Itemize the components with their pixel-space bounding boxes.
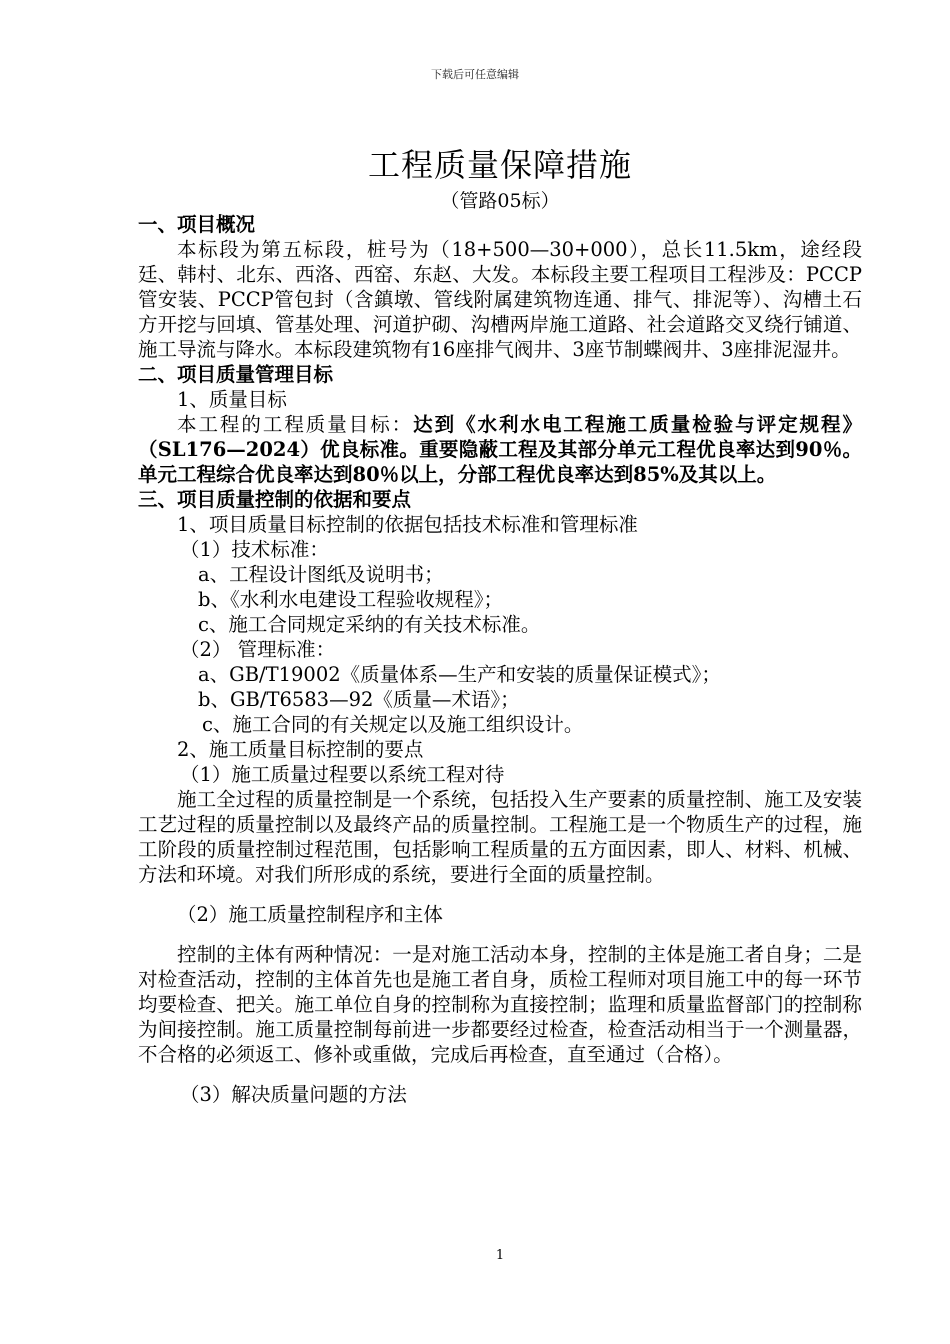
- section-heading-1: 一、项目概况: [138, 213, 256, 236]
- section-heading-2: 二、项目质量管理目标: [138, 363, 334, 386]
- control-points-subheading: 2、施工质量目标控制的要点: [177, 738, 424, 761]
- document-body: [138, 212, 862, 1107]
- quality-goal-subheading: 1、质量目标: [177, 388, 287, 411]
- point-2-heading: （2）施工质量控制程序和主体: [177, 903, 443, 926]
- tech-standard-heading: （1）技术标准：: [180, 538, 329, 561]
- document-subtitle: （管路05标）: [440, 190, 560, 212]
- quality-goal-standard: 达到《水利水电工程施工质量检验与评定规程》（SL176—2024）优良标准。重要隐蔽工程及其部分单元工程优良率达到90％。单元工程综合优良率达到80％以上，分部工程优良率达到85%及其以上。: [138, 413, 862, 486]
- quality-goal-lead: 本工程的工程质量目标：: [177, 413, 414, 436]
- control-basis-subheading: 1、项目质量目标控制的依据包括技术标准和管理标准: [177, 513, 638, 536]
- mgmt-standard-item: b、GB/T6583—92《质量—术语》；: [198, 688, 520, 711]
- tech-standard-item: b、《水利水电建设工程验收规程》；: [198, 588, 503, 611]
- point-3-heading: （3）解决质量问题的方法: [180, 1083, 407, 1106]
- mgmt-standard-heading: （2） 管理标准：: [180, 638, 336, 661]
- overview-paragraph: 本标段为第五标段，桩号为（18+500—30+000），总长11.5km，途经段廷、韩村、北东、西洛、西窑、东赵、大发。本标段主要工程项目工程涉及：PCCP管安装、PCCP管包封（含鎮墩、管线附属建筑物连通、排气、排泥等）、沟槽土石方开挖与回填、管基处理、河道护砌、沟槽两岸施工道路、社会道路交叉绕行铺道、施工导流与降水。本标段建筑物有16座排气阀井、3座节制蝶阀井、3座排泥湿井。: [138, 238, 862, 361]
- mgmt-standard-item: c、施工合同的有关规定以及施工组织设计。: [202, 713, 584, 736]
- point-1-heading: （1）施工质量过程要以系统工程对待: [180, 763, 505, 786]
- mgmt-standard-item: a、GB/T19002《质量体系—生产和安装的质量保证模式》；: [198, 663, 721, 686]
- point-2-paragraph: 控制的主体有两种情况：一是对施工活动本身，控制的主体是施工者自身；二是对检查活动，控制的主体首先也是施工者自身，质检工程师对项目施工中的每一环节均要检查、把关。施工单位自身的控制称为直接控制；监理和质量监督部门的控制称为间接控制。施工质量控制每前进一步都要经过检查，检查活动相当于一个测量器，不合格的必须返工、修补或重做，完成后再检查，直至通过（合格）。: [138, 943, 862, 1066]
- document-title: 工程质量保障措施: [367, 146, 632, 184]
- page-number: 1: [495, 1248, 505, 1263]
- page-header: 下载后可任意编辑: [431, 68, 519, 81]
- point-1-paragraph: 施工全过程的质量控制是一个系统，包括投入生产要素的质量控制、施工及安装工艺过程的质量控制以及最终产品的质量控制。工程施工是一个物质生产的过程，施工阶段的质量控制过程范围，包括影响工程质量的五方面因素，即人、材料、机械、方法和环境。对我们所形成的系统，要进行全面的质量控制。: [138, 788, 862, 886]
- section-heading-3: 三、项目质量控制的依据和要点: [138, 488, 412, 511]
- tech-standard-item: a、工程设计图纸及说明书；: [198, 563, 444, 586]
- quality-goal-paragraph: [138, 412, 862, 487]
- tech-standard-item: c、施工合同规定采纳的有关技术标准。: [198, 613, 541, 636]
